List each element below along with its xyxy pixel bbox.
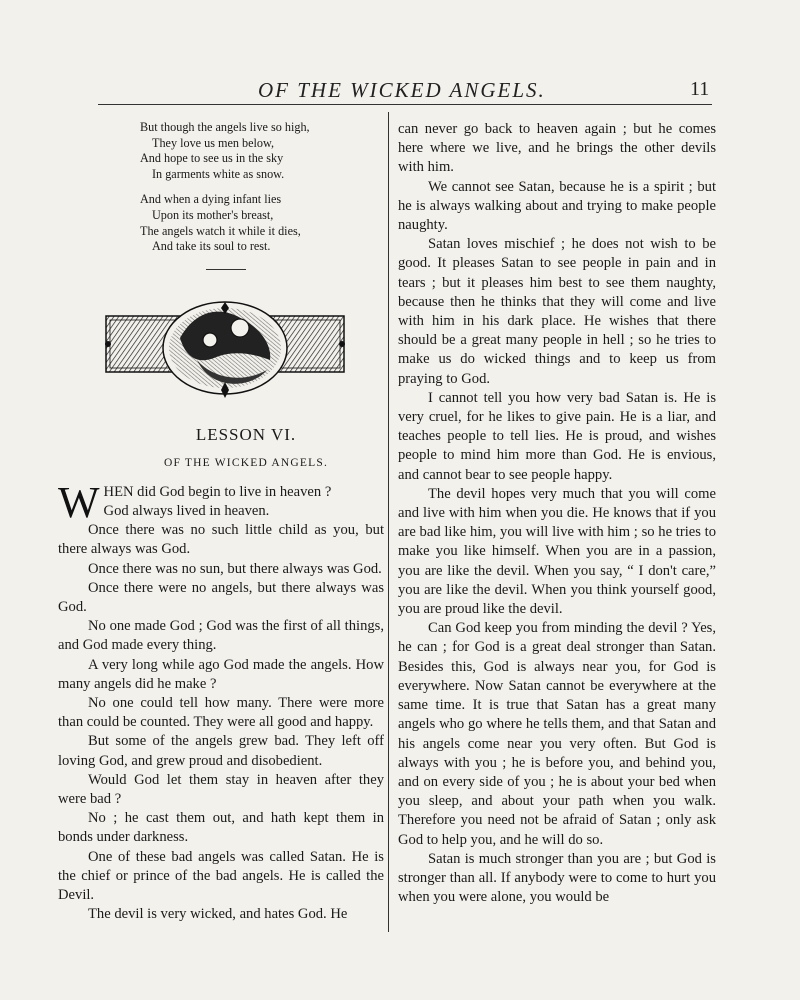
paragraph: Once there was no sun, but there always was God. <box>88 560 382 577</box>
right-column <box>398 120 716 907</box>
engraved-angel-ornament <box>102 298 348 402</box>
poem-line: But though the angels live so high, <box>140 120 310 134</box>
lesson-subtitle: OF THE WICKED ANGELS. <box>163 456 329 469</box>
paragraph: One of these bad angels was called Satan. He is the chief or prince of the bad angels. He is called the Devil. <box>58 848 384 904</box>
paragraph: Once there were no angels, but there always was God. <box>58 579 384 615</box>
paragraph: No one could tell how many. There were more than could be counted. They were all good and happy. <box>58 694 384 731</box>
drop-cap: W <box>58 477 100 527</box>
paragraph: The devil is very wicked, and hates God. He <box>88 906 348 923</box>
paragraph: Once there was no such little child as you, but there always was God. <box>58 522 384 558</box>
left-column <box>58 120 384 924</box>
paragraph: A very long while ago God made the angels. How many angels did he make ? <box>58 656 384 692</box>
paragraph: Satan is much stronger than you are ; but God is stronger than all. If anybody were to come to hurt you when you were alone, you would be <box>398 850 716 906</box>
poem-line: And take its soul to rest. <box>152 239 271 254</box>
poem-line: The angels watch it while it dies, <box>140 223 301 238</box>
paragraph: We cannot see Satan, because he is a spirit ; but he is always walking about and trying to make people naughty. <box>398 178 716 234</box>
column-divider <box>388 112 389 932</box>
lesson-title: LESSON VI. <box>195 424 297 444</box>
paragraph-continuation: can never go back to heaven again ; but he comes here where we live, and he brings the other devils with him. <box>398 121 716 176</box>
poem-line: Upon its mother's breast, <box>152 207 274 222</box>
paragraph: Can God keep you from minding the devil ? Yes, he can ; for God is a great deal stronger than Satan. Besides this, God is always near you, for God is everywhere. Now Satan cannot be everywhere at the same time. It is true that Satan has a great many angels who go where he tells them, and that Satan and his angels come near you very often. But God is always with you ; he is before you, and behind you, and on every side of you ; he is about your bed when you sleep, and about your path when you walk. Therefore you need not be afraid of Satan ; only ask God to help you, and he will do so. <box>398 620 716 848</box>
poem-stanza-1 <box>140 120 384 182</box>
opening-question: HEN did God begin to live in heaven ? <box>103 483 332 500</box>
poem-line: And when a dying infant lies <box>140 192 282 207</box>
paragraph: I cannot tell you how very bad Satan is. He is very cruel, for he likes to give pain. He is a liar, and teaches people to tell lies. He is proud, and wishes people to mind him more than God. He is envious, and cannot bear to see people happy. <box>398 389 716 483</box>
paragraph: No ; he cast them out, and hath kept them in bonds under darkness. <box>58 810 384 846</box>
running-head: OF THE WICKED ANGELS. <box>258 78 546 102</box>
paragraph: Satan loves mischief ; he does not wish to be good. It pleases Satan to see people in pain and in tears ; but it pleases him best to see them naughty, because then he thinks that they will come and live with him in his dark place. He wishes that there should be a great many people in hell ; so he tries to make us do wicked things and to keep us from praying to God. <box>398 236 716 387</box>
section-divider <box>206 269 246 270</box>
poem-line: In garments white as snow. <box>152 166 285 181</box>
poem-line: They love us men below, <box>152 135 275 150</box>
poem-stanza-2 <box>140 192 384 254</box>
paragraph: The devil hopes very much that you will come and live with him when you die. He knows that if you are bad like him, you will live with him ; so he tries to make you like himself. When you are in a passion, you are like the devil. When you say, “ I don't care,” you are like the devil. When you think yourself good, you are proud like the devil. <box>398 485 716 618</box>
poem-line: And hope to see us in the sky <box>140 151 284 166</box>
opening-answer: God always lived in heaven. <box>103 502 270 519</box>
page-number: 11 <box>690 78 710 100</box>
poem <box>140 120 384 255</box>
lesson-opening <box>58 477 384 527</box>
left-body-text <box>58 477 384 925</box>
header-rule <box>98 104 712 105</box>
paragraph: No one made God ; God was the first of all things, and God made every thing. <box>58 618 384 654</box>
paragraph: But some of the angels grew bad. They left off loving God, and grew proud and disobedient. <box>58 733 384 769</box>
paragraph: Would God let them stay in heaven after they were bad ? <box>58 771 384 807</box>
